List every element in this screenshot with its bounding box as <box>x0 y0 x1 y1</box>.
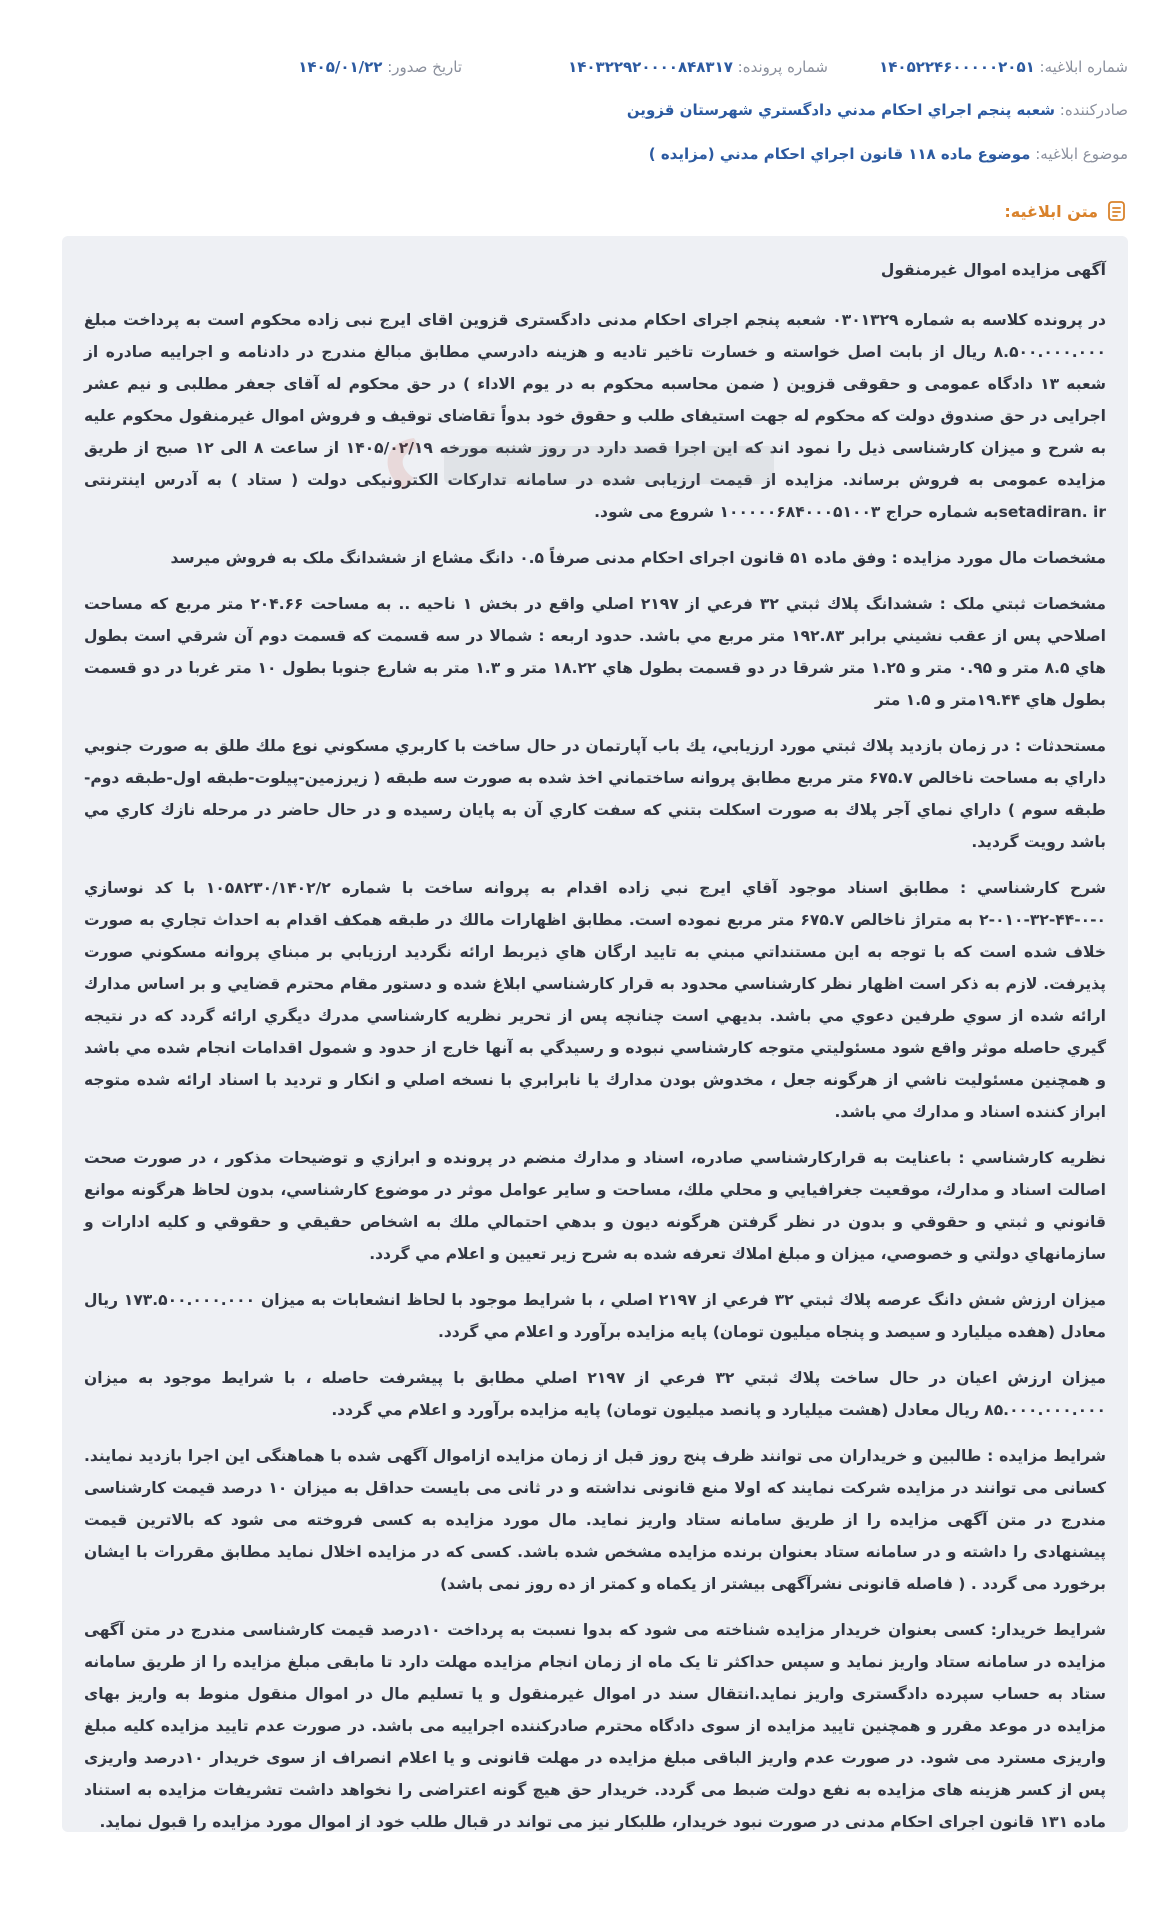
paragraph-case-summary: در پرونده کلاسه به شماره ۰۳۰۱۳۲۹ شعبه پنجم اجرای احکام مدنی دادگستری قزوین اقای ایرج نبی زاده محکوم است به پرداخت مبلغ ۸.۵۰۰.۰۰۰.۰۰۰ ریال از بابت اصل خواسته و خسارت تاخیر تادیه و هزینه دادرسي مطابق مبالغ مندرج در دادنامه و اجراییه صادره از شعبه ۱۳ دادگاه عمومی و حقوقی قزوین ( ضمن محاسبه محکوم به در یوم الاداء ) در حق محکوم له آقای جعفر مطلبی و نیم عشر اجرایی در حق صندوق دولت که محکوم له جهت استیفای طلب و حقوق خود بدواً تقاضای توقیف و فروش اموال غیرمنقول محکوم علیه به شرح و میزان کارشناسی ذیل را نمود اند که این اجرا قصد دارد در روز شنبه مورخه ۱۴۰۵/۰۲/۱۹ از ساعت ۸ الی ۱۲ صبح از طریق مزایده عمومی به فروش برساند. مزایده از قیمت ارزیابی شده در سامانه تدارکات الکترونیکی دولت ( ستاد ) به آدرس اینترنتی setadiran. irبه شماره حراج ۱۰۰۰۰۰۶۸۴۰۰۰۵۱۰۰۳ شروع می شود. <box>84 311 1107 521</box>
paragraph-buyer-conditions: شرایط خریدار: کسی بعنوان خریدار مزایده شناخته می شود که بدوا نسبت به پرداخت ۱۰درصد قیمت کارشناسی مندرج در متن آگهی مزایده در سامانه ستاد واریز نماید و سپس حداکثر تا یک ماه از زمان انجام مزایده مهلت دارد تا مابقی مبلغ مزایده را از طریق سامانه ستاد به حساب سپرده دادگستری واریز نماید.انتقال سند در اموال غیرمنقول و یا تسلیم مال در اموال منقول منوط به واریز بهای مزایده در موعد مقرر و همچنین تایید مزایده از سوی دادگاه محترم صادرکننده اجراییه می باشد. در صورت عدم تایید مزایده کلیه مبلغ واریزی مسترد می شود. در صورت عدم واریز الباقی مبلغ مزایده در مهلت قانونی و یا اعلام انصراف از سوی خریدار ۱۰درصد واریزی پس از کسر هزینه های مزایده به نفع دولت ضبط می گردد. خریدار حق هیچ گونه اعتراضی را نخواهد داشت تشریفات مزایده به استناد ماده ۱۳۱ قانون اجرای احکام مدنی در صورت نبود خریدار، طلبکار نیز می تواند در قبال طلب خود از اموال مورد مزایده را قبول نماید. <box>84 1621 1107 1831</box>
issue-date <box>298 56 462 78</box>
notice-text-section-title <box>1004 200 1128 222</box>
case-number-value: ۱۴۰۳۲۲۹۲۰۰۰۰۸۴۸۳۱۷ <box>568 58 733 76</box>
case-number-label: شماره پرونده: <box>737 58 828 76</box>
paragraph-property-spec: مشخصات مال مورد مزایده : وفق ماده ۵۱ قانون اجرای احکام مدنی صرفاً ۰.۵ دانگ مشاع از ششدانگ ملک به فروش میرسد <box>170 549 1106 567</box>
notice-body-box <box>62 236 1128 1832</box>
paragraph-registration-spec: مشخصات ثبتي ملک : ششدانگ پلاك ثبتي ۳۲ فرعي از ۲۱۹۷ اصلي واقع در بخش ۱ ناحيه .. به مساحت ۲۰۴.۶۶ متر مربع كه مساحت اصلاحي پس از عقب نشيني برابر ۱۹۲.۸۳ متر مربع مي باشد. حدود اربعه : شمالا در سه قسمت كه قسمت دوم آن شرقي است بطول هاي ۸.۵ متر و ۰.۹۵ متر و ۱.۲۵ متر شرقا در دو قسمت بطول هاي ۱۸.۲۲ متر و ۱.۳ متر به شارع جنوبا بطول ۱۰ متر غربا در دو قسمت بطول هاي ۱۹.۴۴متر و ۱.۵ متر <box>84 595 1106 709</box>
paragraph-expert-description: شرح كارشناسي : مطابق اسناد موجود آقاي ايرج نبي زاده اقدام به پروانه ساخت با شماره ۱۰۵۸۲۳۰/۱۴۰۲/۲ با كد نوسازي ۰-۰-۴۴-۳۲-۰۱۰-۲ به متراژ ناخالص ۶۷۵.۷ متر مربع نموده است. مطابق اظهارات مالك در طبقه همكف اقدام به احداث تجاري به صورت خلاف شده است كه با توجه به اين مستنداتي مبني به تاييد ارگان هاي ذيربط ارائه نگرديد ارزيابي بر مبناي پروانه مسكوني صورت پذيرفت. لازم به ذكر است اظهار نظر كارشناسي محدود به قرار كارشناسي ابلاغ شده و دستور مقام محترم قضايي و بر اساس مدارك ارائه شده از سوي طرفين دعوي مي باشد. بديهي است چنانچه پس از تحرير نظريه كارشناسي مدرك ديگري ارائه گردد كه در نتيجه گيري حاصله موثر واقع شود مسئوليتي متوجه كارشناسي نبوده و رسيدگي به آنها خارج از حدود و شمول اقدامات انجام شده مي باشد و همچنين مسئوليت ناشي از هرگونه جعل ، مخدوش بودن مدارك يا نابرابري با نسخه اصلي و انكار و ترديد با اسناد ارائه شده متوجه ابراز كننده اسناد و مدارك مي باشد. <box>84 879 1107 1121</box>
notice-number-label: شماره ابلاغیه: <box>1039 58 1128 76</box>
paragraph-structures: مستحدثات : در زمان بازديد پلاك ثبتي مورد ارزيابي، يك باب آپارتمان در حال ساخت با كاربري مسكوني نوع ملك طلق به صورت جنوبي داراي به مساحت ناخالص ۶۷۵.۷ متر مربع مطابق پروانه ساختماني اخذ شده به صورت سه طبقه ( زيرزمين-پيلوت-طبقه اول-طبقه دوم-طبقه سوم ) داراي نماي آجر پلاك به صورت اسكلت بتني كه سفت كاري آن به پايان رسيده و در حال حاضر در مرحله نازك كاري مي باشد رويت گرديد. <box>84 737 1106 851</box>
paragraph-expert-opinion: نظريه كارشناسي : باعنايت به قراركارشناسي صادره، اسناد و مدارك منضم در پرونده و ابرازي و توضيحات مذكور ، در صورت صحت اصالت اسناد و مدارك، موقعيت جغرافيايي و محلي ملك، مساحت و ساير عوامل موثر در موضوع كارشناسي، بدون لحاظ هرگونه موانع قانوني و ثبتي و حقوقي و بدون در نظر گرفتن هرگونه ديون و بدهي احتمالي ملك به اشخاص حقيقي و حقوقي و كليه ادارات و سازمانهاي دولتي و خصوصي، ميزان و مبلغ املاك تعرفه شده به شرح زير تعيين و اعلام مي گردد. <box>84 1149 1106 1263</box>
issuer-value: شعبه پنجم اجراي احكام مدني دادگستري شهرستان قزوين <box>626 101 1055 119</box>
issue-date-value: ۱۴۰۵/۰۱/۲۲ <box>298 58 383 76</box>
document-icon <box>1106 200 1128 222</box>
notice-number-value: ۱۴۰۵۲۲۴۶۰۰۰۰۰۲۰۵۱ <box>879 58 1035 76</box>
subject-label: موضوع ابلاغیه: <box>1035 145 1128 163</box>
section-title-text: متن ابلاغیه: <box>1004 201 1098 221</box>
case-number <box>568 56 828 78</box>
issuer-row <box>46 99 1128 121</box>
paragraph-auction-conditions: شرایط مزایده : طالبین و خریداران می توانند ظرف پنج روز قبل از زمان مزایده ازاموال آگهی شده با هماهنگی این اجرا بازدید نمایند. کسانی می توانند در مزایده شرکت نمایند که اولا منع قانونی نداشته و در ثانی می بایست حداقل به میزان ۱۰ درصد قیمت کارشناسی مندرج در متن آگهی مزایده را از طریق سامانه ستاد واریز نماید. مال مورد مزایده به کسی فروخته می شود که بالاترین قیمت پیشنهادی را داشته و در سامانه ستاد بعنوان برنده مزایده مشخص شده باشد. کسی که در مزایده اخلال نماید مطابق مقررات با ایشان برخورد می گردد . ( فاصله قانونی نشرآگهی بیشتر از یکماه و کمتر از ده روز نمی باشد) <box>84 1447 1106 1593</box>
notice-heading: آگهی مزایده اموال غیرمنقول <box>880 261 1106 279</box>
subject-row <box>46 143 1128 165</box>
paragraph-land-value: ميزان ارزش شش دانگ عرصه پلاك ثبتي ۳۲ فرعي از ۲۱۹۷ اصلي ، با شرايط موجود با لحاظ انشعابات به ميزان ۱۷۳.۵۰۰.۰۰۰.۰۰۰ ريال معادل (هفده ميليارد و سيصد و پنجاه ميليون تومان) پايه مزايده برآورد و اعلام مي گردد. <box>84 1291 1106 1341</box>
paragraph-building-value: ميزان ارزش اعيان در حال ساخت پلاك ثبتي ۳۲ فرعي از ۲۱۹۷ اصلي مطابق با پيشرفت حاصله ، با شرايط موجود به ميزان ۸۵.۰۰۰.۰۰۰.۰۰۰ ريال معادل (هشت ميليارد و پانصد ميليون تومان) پايه مزايده برآورد و اعلام مي گردد. <box>84 1369 1106 1419</box>
issuer-label: صادرکننده: <box>1059 101 1128 119</box>
subject-value: موضوع ماده ۱۱۸ قانون اجراي احكام مدني (مزايده ) <box>648 145 1031 163</box>
issue-date-label: تاریخ صدور: <box>387 58 462 76</box>
notice-number <box>879 56 1128 78</box>
